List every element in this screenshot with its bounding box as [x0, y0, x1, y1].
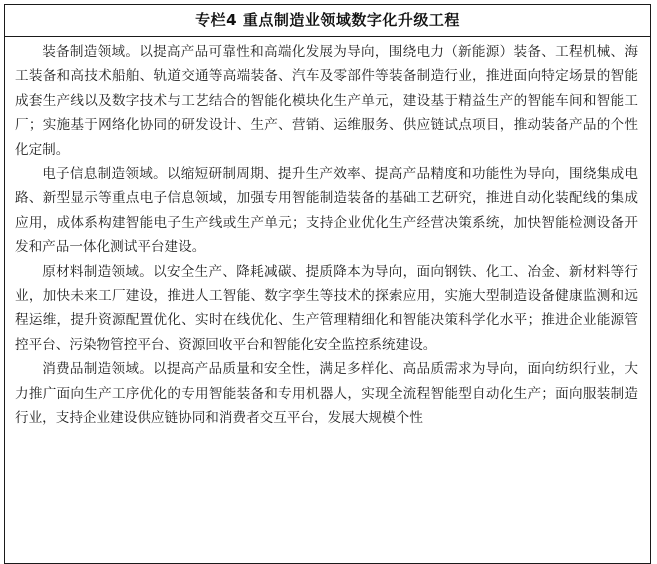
paragraph-electronics-manufacturing: 电子信息制造领域。以缩短研制周期、提升生产效率、提高产品精度和功能性为导向，围绕集成电路、新型显示等重点电子信息领域，加强专用智能制造装备的基础工艺研究，推进自动化装配线的集成应用，成体系构建智能电子生产线或生产单元；支持企业优化生产经营决策系统，加快智能检测设备开发和产品一体化测试平台建设。 — [15, 166, 638, 256]
column-title: 专栏4 重点制造业领域数字化升级工程 — [5, 5, 650, 37]
paragraph-raw-materials-manufacturing: 原材料制造领域。以安全生产、降耗减碳、提质降本为导向，面向钢铁、化工、冶金、新材料等行业，加快未来工厂建设，推进人工智能、数字孪生等技术的探索应用，实施大型制造设备健康监测和远程运维，提升资源配置优化、实时在线优化、生产管理精细化和智能决策科学化水平；推进企业能源管控平台、污染物管控平台、资源回收平台和智能化安全监控系统建设。 — [15, 263, 638, 353]
column-content — [5, 37, 650, 431]
column-box — [4, 4, 651, 564]
paragraph-consumer-goods-manufacturing: 消费品制造领域。以提高产品质量和安全性，满足多样化、高品质需求为导向，面向纺织行业，大力推广面向生产工序优化的专用智能装备和专用机器人，实现全流程智能型自动化生产；面向服装制造行业，支持企业建设供应链协同和消费者交互平台，发展大规模个性 — [15, 361, 638, 427]
paragraph-equipment-manufacturing: 装备制造领域。以提高产品可靠性和高端化发展为导向，围绕电力（新能源）装备、工程机械、海工装备和高技术船舶、轨道交通等高端装备、汽车及零部件等装备制造行业，推进面向特定场景的智能成套生产线以及数字技术与工艺结合的智能化模块化生产单元，建设基于精益生产的智能车间和智能工厂；实施基于网络化协同的研发设计、生产、营销、运维服务、供应链试点项目，推动装备产品的个性化定制。 — [15, 44, 638, 158]
